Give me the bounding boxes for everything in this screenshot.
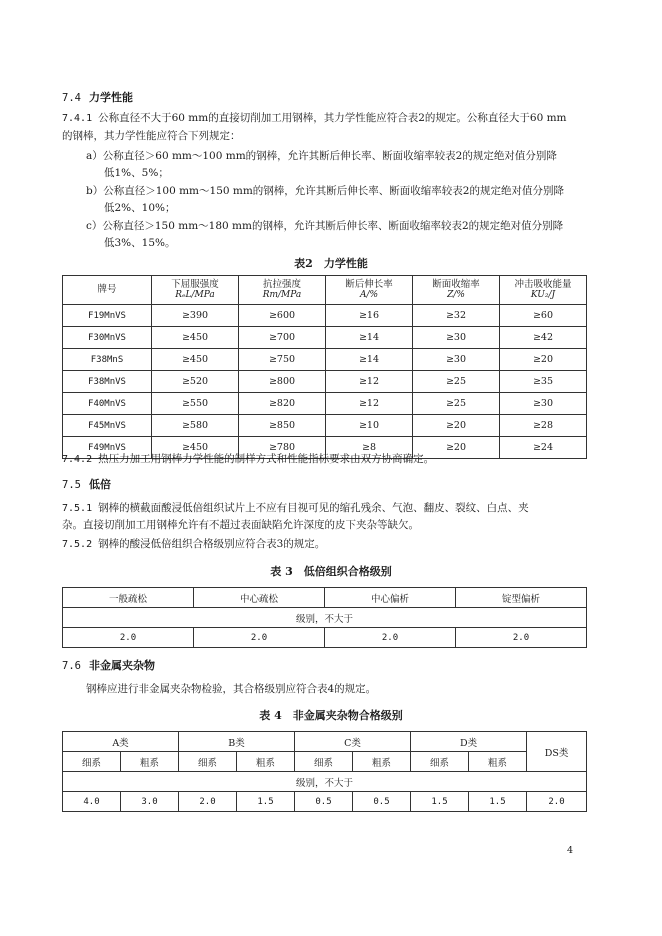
table-row <box>63 393 587 415</box>
header-center-porosity: 中心疏松 <box>194 588 325 608</box>
table-cell: 粗系 <box>237 752 295 772</box>
header-class-d: D类 <box>411 732 527 752</box>
clause-7-6-text: 钢棒应进行非金属夹杂物检验，其合格级别应符合表4的规定。 <box>86 683 377 695</box>
table-cell: ≥12 <box>326 393 413 415</box>
table-cell: ≥28 <box>500 415 587 437</box>
table-cell: ≥24 <box>500 437 587 459</box>
clause-number: 7.4.2 <box>62 454 93 465</box>
header-reduction-of-area: 断面收缩率 Z/% <box>413 276 500 305</box>
table-cell: 2.0 <box>456 628 587 648</box>
table-cell: ≥780 <box>239 437 326 459</box>
table-cell: ≥10 <box>326 415 413 437</box>
table-cell: 2.0 <box>527 792 587 812</box>
clause-text: 钢棒的横截面酸浸低倍组织试片上不应有目视可见的缩孔残余、气泡、翻皮、裂纹、白点、夹 <box>98 502 529 514</box>
table-cell: ≥390 <box>152 305 239 327</box>
table-row <box>63 349 587 371</box>
table-cell: 2.0 <box>179 792 237 812</box>
table-cell: F38MnS <box>63 349 152 371</box>
table-row <box>63 371 587 393</box>
list-item-b-line1: b）公称直径＞100 mm～150 mm的钢棒，允许其断后伸长率、断面收缩率较表2的规定绝对值分别降 <box>86 185 564 197</box>
table-cell: ≥20 <box>413 437 500 459</box>
clause-text: 公称直径不大于60 mm的直接切削加工用钢棒，其力学性能应符合表2的规定。公称直径大于60 mm <box>98 112 567 124</box>
page-number: 4 <box>567 845 574 856</box>
table-cell: 2.0 <box>63 628 194 648</box>
table-row <box>63 792 587 812</box>
table-cell: ≥550 <box>152 393 239 415</box>
table-cell: 2.0 <box>194 628 325 648</box>
table-cell: ≥60 <box>500 305 587 327</box>
table-cell: 粗系 <box>121 752 179 772</box>
table-cell: ≥16 <box>326 305 413 327</box>
table-cell: ≥600 <box>239 305 326 327</box>
section-title: 力学性能 <box>88 91 133 104</box>
header-tensile-strength: 抗拉强度 Rm/MPa <box>239 276 326 305</box>
table-cell: ≥800 <box>239 371 326 393</box>
table-subheader-row <box>63 752 587 772</box>
table-cell: ≥850 <box>239 415 326 437</box>
table-cell: ≥700 <box>239 327 326 349</box>
table-cell: 1.5 <box>237 792 295 812</box>
section-title: 非金属夹杂物 <box>88 659 155 672</box>
clause-number: 7.5.1 <box>62 503 93 514</box>
table-row <box>63 628 587 648</box>
table-cell: ≥35 <box>500 371 587 393</box>
section-7-5-heading <box>62 476 111 492</box>
header-class-c: C类 <box>295 732 411 752</box>
header-class-a: A类 <box>63 732 179 752</box>
table-note-row <box>63 608 587 628</box>
table-cell: ≥25 <box>413 371 500 393</box>
table-row <box>63 327 587 349</box>
grade-note: 级别，不大于 <box>63 608 587 628</box>
header-class-ds: DS类 <box>527 732 587 772</box>
table-cell: ≥520 <box>152 371 239 393</box>
table-cell: ≥42 <box>500 327 587 349</box>
list-item-c-line2: 低3%、15%。 <box>104 237 176 249</box>
table2-mechanical-properties <box>62 275 587 459</box>
table-cell: ≥820 <box>239 393 326 415</box>
header-ingot-segregation: 锭型偏析 <box>456 588 587 608</box>
table4-nonmetallic-inclusions <box>62 731 587 812</box>
table-cell: ≥30 <box>413 327 500 349</box>
header-elongation: 断后伸长率 A/% <box>326 276 413 305</box>
clause-text: 热压力加工用钢棒力学性能的制样方式和性能指标要求由双方协商确定。 <box>98 453 435 465</box>
table-cell: 细系 <box>179 752 237 772</box>
table-cell: ≥450 <box>152 327 239 349</box>
header-impact-energy: 冲击吸收能量 KU₂/J <box>500 276 587 305</box>
table-cell: ≥12 <box>326 371 413 393</box>
header-class-b: B类 <box>179 732 295 752</box>
clause-7-5-2 <box>62 536 325 553</box>
table-cell: ≥30 <box>500 393 587 415</box>
table2-caption: 表2 力学性能 <box>294 257 368 270</box>
header-center-segregation: 中心偏析 <box>325 588 456 608</box>
table-cell: 细系 <box>411 752 469 772</box>
header-grade: 牌号 <box>63 276 152 305</box>
table3-macrostructure <box>62 587 587 648</box>
table-header-row <box>63 588 587 608</box>
table-row <box>63 305 587 327</box>
clause-text: 钢棒的酸浸低倍组织合格级别应符合表3的规定。 <box>98 538 326 550</box>
table-cell: 1.5 <box>469 792 527 812</box>
table3-caption: 表 3 低倍组织合格级别 <box>270 565 392 578</box>
table-cell: F49MnVS <box>63 437 152 459</box>
table-cell: ≥25 <box>413 393 500 415</box>
table-cell: ≥8 <box>326 437 413 459</box>
table-header-row <box>63 276 587 305</box>
section-title: 低倍 <box>88 478 111 491</box>
list-item-a-line1: a）公称直径＞60 mm～100 mm的钢棒，允许其断后伸长率、断面收缩率较表2的规定绝对值分别降 <box>86 150 557 162</box>
table-cell: ≥30 <box>413 349 500 371</box>
table-cell: ≥750 <box>239 349 326 371</box>
table-cell: ≥20 <box>500 349 587 371</box>
table-cell: 0.5 <box>353 792 411 812</box>
table-cell: ≥20 <box>413 415 500 437</box>
section-7-6-heading <box>62 657 155 673</box>
table-cell: ≥14 <box>326 349 413 371</box>
table-cell: 2.0 <box>325 628 456 648</box>
table-cell: 3.0 <box>121 792 179 812</box>
clause-7-4-1-line1 <box>62 110 567 127</box>
grade-note: 级别，不大于 <box>63 772 587 792</box>
clause-7-4-2 <box>62 451 434 468</box>
table-header-row <box>63 732 587 752</box>
table-cell: ≥450 <box>152 349 239 371</box>
table-cell: 粗系 <box>353 752 411 772</box>
list-item-c-line1: c）公称直径＞150 mm～180 mm的钢棒，允许其断后伸长率、断面收缩率较表2的规定绝对值分别降 <box>86 220 564 232</box>
table-cell: F19MnVS <box>63 305 152 327</box>
clause-number: 7.4.1 <box>62 113 93 124</box>
section-number: 7.4 <box>62 92 81 104</box>
table4-caption: 表 4 非金属夹杂物合格级别 <box>259 709 403 722</box>
header-yield-strength: 下屈服强度 RₑL/MPa <box>152 276 239 305</box>
table-cell: 细系 <box>63 752 121 772</box>
table-cell: 粗系 <box>469 752 527 772</box>
list-item-b-line2: 低2%、10%； <box>104 202 176 214</box>
table-cell: F45MnVS <box>63 415 152 437</box>
clause-number: 7.5.2 <box>62 539 93 550</box>
table-cell: ≥580 <box>152 415 239 437</box>
table-cell: ≥450 <box>152 437 239 459</box>
clause-7-5-1-line1 <box>62 500 529 517</box>
header-general-porosity: 一般疏松 <box>63 588 194 608</box>
table-cell: ≥32 <box>413 305 500 327</box>
clause-7-4-1-line2: 的钢棒，其力学性能应符合下列规定： <box>62 130 241 142</box>
table-cell: F38MnVS <box>63 371 152 393</box>
table-cell: 1.5 <box>411 792 469 812</box>
table-cell: F40MnVS <box>63 393 152 415</box>
table-note-row <box>63 772 587 792</box>
table-cell: ≥14 <box>326 327 413 349</box>
section-7-4-heading <box>62 89 133 105</box>
clause-7-5-1-line2: 杂。直接切削加工用钢棒允许有不超过表面缺陷允许深度的皮下夹杂等缺欠。 <box>62 519 419 531</box>
table-cell: 0.5 <box>295 792 353 812</box>
table-cell: 细系 <box>295 752 353 772</box>
section-number: 7.5 <box>62 479 81 491</box>
table-cell: 4.0 <box>63 792 121 812</box>
table-row <box>63 415 587 437</box>
table-cell: F30MnVS <box>63 327 152 349</box>
section-number: 7.6 <box>62 660 81 672</box>
list-item-a-line2: 低1%、5%； <box>104 167 169 179</box>
